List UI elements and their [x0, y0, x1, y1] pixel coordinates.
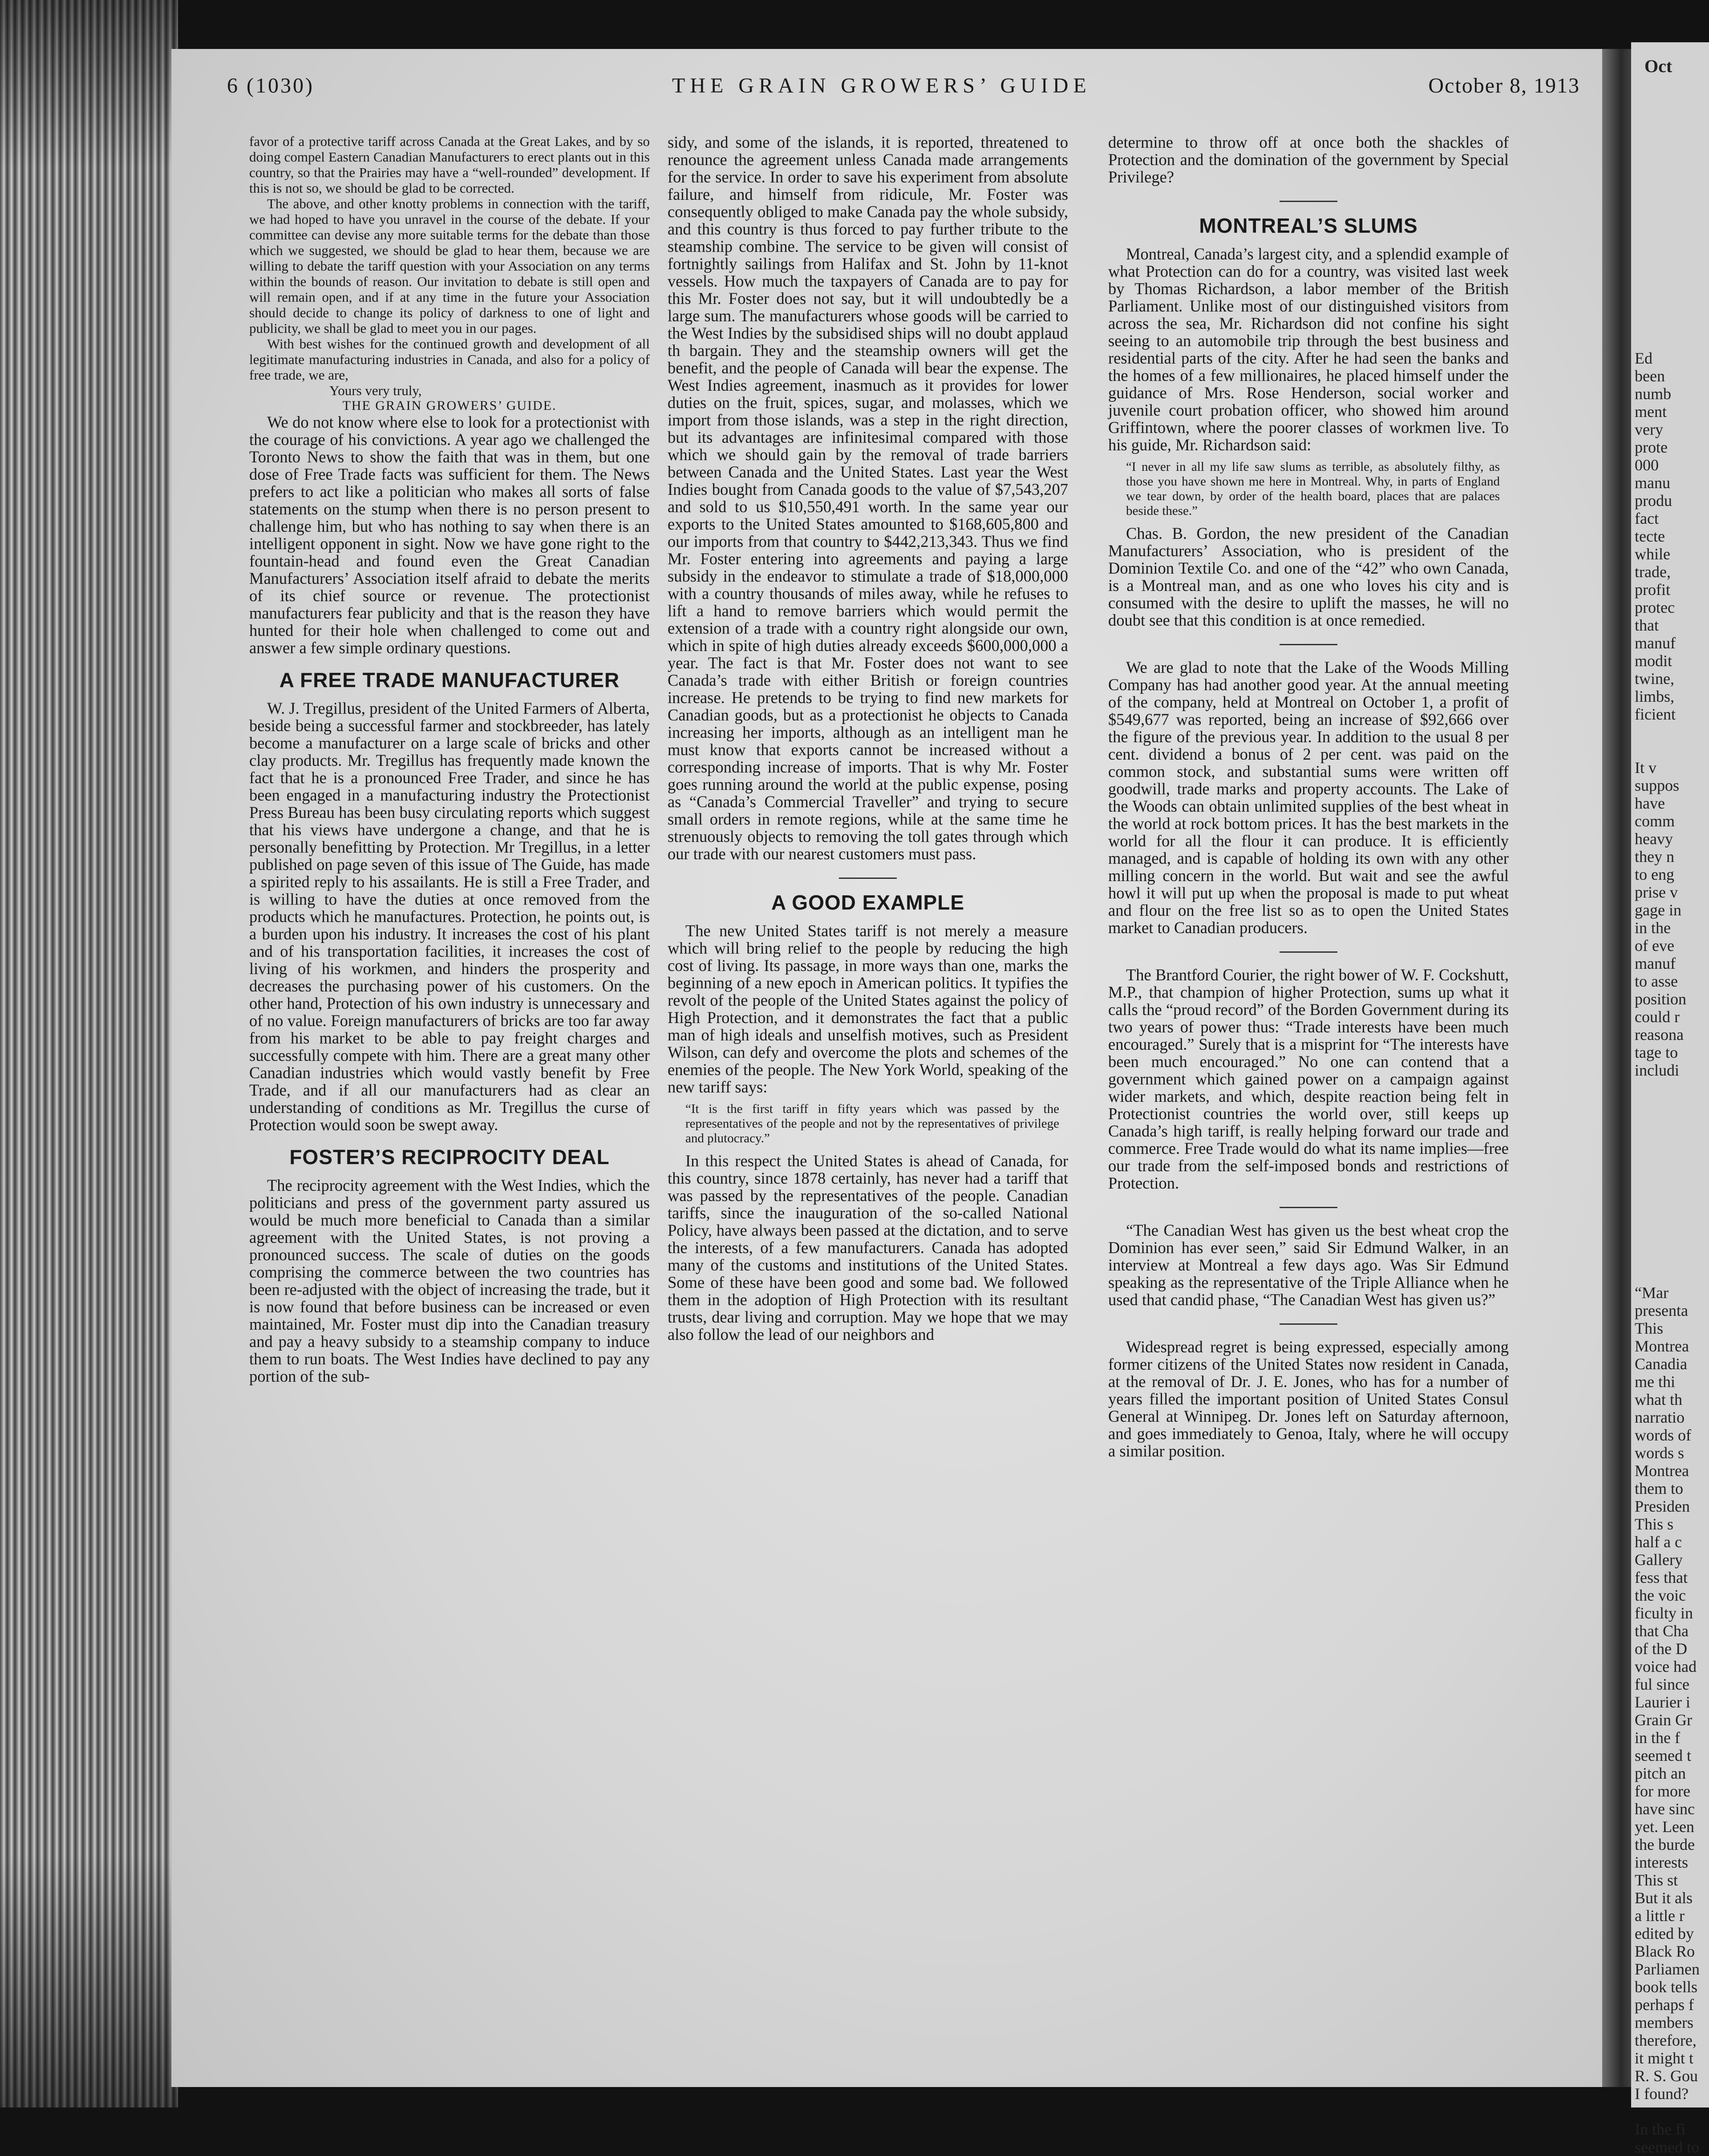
adjacent-page-line: Laurier i [1635, 1693, 1690, 1711]
headline-montreals-slums: MONTREAL’S SLUMS [1199, 214, 1418, 237]
adjacent-page-line: pitch an [1635, 1764, 1686, 1782]
adjacent-page-line [1635, 723, 1708, 741]
adjacent-page-line: voice had [1635, 1658, 1697, 1675]
adjacent-page-line: them to [1635, 1480, 1683, 1497]
adjacent-page-line: ful since [1635, 1675, 1689, 1693]
editorial-paragraph: We are glad to note that the Lake of the Woods Milling Company has had another good year. At the annual meeting of the company, held at Montreal on October 1, a profit of $549,677 was reported, being an increase of $92,666 over the figure of the previous year. In addition to the usual 8 per cent. dividend a bonus of 2 per cent. was paid on the common stock, and substantial sums were written off goodwill, trade marks and property accounts. The Lake of the Woods can obtain unlimited supplies of the best wheat in the world at rock bottom prices. It has the best markets in the world for all the flour it can produce. It is efficiently managed, and is capable of holding its own with any other milling concern in the world. But wait and see the awful howl it will put up when the proposal is made to put wheat and flour on the free list so as to open the United States market to Canadian producers. [1108, 658, 1509, 937]
adjacent-page-line: manuf [1635, 634, 1676, 652]
adjacent-page-line: to eng [1635, 866, 1674, 883]
adjacent-page-line: in the [1635, 919, 1671, 937]
adjacent-page-line: This s [1635, 1515, 1674, 1533]
section-divider [1280, 644, 1337, 645]
adjacent-page-line: of eve [1635, 937, 1674, 955]
adjacent-page-line: suppos [1635, 777, 1680, 794]
adjacent-page-header: Oct [1644, 56, 1673, 76]
adjacent-page-line: In the fi [1635, 2120, 1685, 2138]
adjacent-page-line: it might t [1635, 2049, 1694, 2067]
adjacent-page-line: R. S. Gou [1635, 2067, 1698, 2085]
adjacent-page-line: fess that [1635, 1569, 1688, 1586]
adjacent-page-line: manuf [1635, 955, 1676, 972]
adjacent-page-line: yet. Leen [1635, 1818, 1694, 1836]
adjacent-page-line: Canadia [1635, 1355, 1687, 1373]
adjacent-page-line: Grain Gr [1635, 1711, 1692, 1729]
adjacent-page-line: seemed t [1635, 1747, 1691, 1764]
adjacent-page-line: could r [1635, 1008, 1680, 1026]
adjacent-page-line: position [1635, 990, 1687, 1008]
column-2 [668, 133, 1068, 2047]
adjacent-page-line: This [1635, 1319, 1664, 1337]
adjacent-page-line: prote [1635, 438, 1668, 456]
adjacent-page-line: tage to [1635, 1044, 1678, 1061]
adjacent-page-line: Ed [1635, 349, 1652, 367]
letter-paragraph: The above, and other knotty problems in connection with the tariff, we had hoped to have you unravel in the course of the debate. If your committee can devise any more suitable terms for the debate than those which we suggested, we should be glad to hear them, because we are willing to debate the tariff question with your Association on any terms within the bounds of reason. Our invitation to debate is still open and will remain open, and if at any time in the future your Association should decide to change its policy of darkness to one of light and publicity, we shall be glad to meet you in our pages. [249, 196, 650, 336]
newspaper-title: THE GRAIN GROWERS’ GUIDE [672, 74, 1091, 97]
section-divider [1280, 1207, 1337, 1208]
adjacent-page-line: me thi [1635, 1373, 1675, 1391]
column-1 [249, 133, 650, 2047]
headline-fosters-reciprocity-deal: FOSTER’S RECIPROCITY DEAL [289, 1145, 610, 1169]
adjacent-page-line: that Cha [1635, 1622, 1689, 1640]
adjacent-page-line: comm [1635, 812, 1675, 830]
adjacent-page-line: It v [1635, 759, 1656, 777]
adjacent-page-line: ficulty in [1635, 1604, 1693, 1622]
letter-sign-off: Yours very truly, [329, 383, 422, 398]
adjacent-page-line: members [1635, 2014, 1693, 2031]
editorial-paragraph: We do not know where else to look for a protectionist with the courage of his convictions. A year ago we challenged the Toronto News to show the faith that was in them, but one dose of Free Trade facts was sufficient for them. The News prefers to act like a politician who makes all sorts of false statements on the stump when there is no person present to challenge him, but who has nothing to say when there is an intelligent opponent in sight. Now we have gone right to the fountain-head and found even the Great Canadian Manufacturers’ Association itself afraid to debate the merits of its chief source or revenue. The protectionist manufacturers fear publicity and that is the reason they have hunted for their hole when challenged to come out and answer a few simple ordinary questions. [249, 413, 650, 657]
letter-paragraph: With best wishes for the continued growth and development of all legitimate manufacturing industries in Canada, and also for a policy of free trade, we are, [249, 336, 650, 383]
adjacent-page-line: what th [1635, 1391, 1682, 1408]
adjacent-page-line: that [1635, 616, 1659, 634]
article-body: determine to throw off at once both the shackles of Protection and the domination of the government by Special Privilege? [1108, 133, 1509, 186]
adjacent-page-line: includi [1635, 1061, 1679, 1079]
letter-signature: THE GRAIN GROWERS’ GUIDE. [342, 398, 557, 413]
adjacent-page-line: Gallery [1635, 1551, 1683, 1569]
adjacent-page-column-top [1635, 349, 1708, 1079]
adjacent-page-line: But it als [1635, 1889, 1693, 1907]
issue-date: October 8, 1913 [1428, 74, 1580, 97]
adjacent-page-line: for more [1635, 1782, 1690, 1800]
headline-free-trade-manufacturer: A FREE TRADE MANUFACTURER [279, 668, 620, 692]
adjacent-page-line [1635, 741, 1708, 759]
page-number: 6 (1030) [227, 74, 314, 97]
adjacent-page-line: reasona [1635, 1026, 1684, 1044]
section-divider [839, 878, 897, 879]
adjacent-page-line: modit [1635, 652, 1673, 670]
article-body: Montreal, Canada’s largest city, and a splendid example of what Protection can do for a country, was visited last week by Thomas Richardson, a labor member of the British Parliament. Unlike most of our distinguished visitors from across the sea, Mr. Richardson did not confine his sight seeing to an automobile trip through the best business and residential parts of the city. After he had seen the banks and the homes of a few millionaires, he placed himself under the guidance of Mrs. Rose Henderson, social worker and juvenile court probation officer, who showed him around Griffintown, where the poorer classes of workmen live. To his guide, Mr. Richardson said: [1108, 245, 1509, 454]
adjacent-page-line: “Mar [1635, 1284, 1669, 1302]
adjacent-page-line: perhaps f [1635, 1996, 1694, 2014]
adjacent-page-column-bottom [1635, 1284, 1708, 2156]
adjacent-page-line: I found? [1635, 2085, 1689, 2103]
adjacent-page-line: profit [1635, 581, 1670, 599]
adjacent-page-line: numb [1635, 385, 1672, 403]
adjacent-page-line: 000 [1635, 456, 1659, 474]
adjacent-page-line: they n [1635, 848, 1674, 866]
adjacent-page-line: a little r [1635, 1907, 1685, 1925]
article-body: sidy, and some of the islands, it is reported, threatened to renounce the agreement unless Canada made arrangements for the service. In order to save his experiment from absolute failure, and himself from ridicule, Mr. Foster was consequently obliged to make Canada pay the whole subsidy, and this country is thus forced to pay further tribute to the steamship combine. The service to be given will consist of fortnightly sailings from Halifax and St. John by 11-knot vessels. How much the taxpayers of Canada are to pay for this Mr. Foster does not say, but it will undoubtedly be a large sum. The manufacturers whose goods will be carried to the West Indies by the subsidised ships will no doubt applaud th bargain. They and the steamship owners will get the benefit, and the people of Canada will bear the expense. The West Indies agreement, inasmuch as it provides for lower duties on the fruit, spices, sugar, and molasses, which we import from those islands, was a step in the right direction, but its advantages are infinitesimal compared with those which we should gain by the removal of trade barriers between Canada and the United States. Last year the West Indies bought from Canada goods to the value of $7,543,207 and sold to us $10,550,491 worth. In the same year our exports to the United States amounted to $168,605,800 and our imports from that country to $442,213,343. Thus we find Mr. Foster entering into agreements and paying a large subsidy in the endeavor to stimulate a trade of $18,000,000 with a country thousands of miles away, while he refuses to lift a hand to remove barriers which would permit the extension of a trade with a country right alongside our own, which in spite of high duties already exceeds $600,000,000 a year. The fact is that Mr. Foster does not want to see Canada’s trade with either British or foreign countries increase. He pretends to be trying to find new markets for Canadian goods, but as a protectionist he objects to Canada increasing her imports, although as an intelligent man he must know that exports cannot be increased without a corresponding increase of imports. That is why Mr. Foster goes running around the world at the public expense, posing as “Canada’s Commercial Traveller” and trying to secure small orders in remote regions, while at the same time he strenuously objects to removing the toll gates through which our trade with our nearest customers must pass. [668, 133, 1068, 863]
adjacent-page-line: have sinc [1635, 1800, 1695, 1818]
article-body: In this respect the United States is ahead of Canada, for this country, since 1878 certainly, has never had a tariff that was passed by the representatives of the people. Canadian tariffs, since the inauguration of the so-called National Policy, have always been passed at the dictation, and to serve the interests, of a few manufacturers. Canada has adopted many of the customs and institutions of the United States. Some of these have been good and some bad. We followed them in the adoption of High Protection with its resultant trusts, dear living and corruption. May we hope that we may also follow the lead of our neighbors and [668, 1152, 1068, 1343]
adjacent-page-line: produ [1635, 492, 1672, 510]
adjacent-page-line: edited by [1635, 1925, 1694, 1942]
adjacent-page-line: Black Ro [1635, 1942, 1695, 1960]
page-header [227, 69, 1580, 118]
editorial-paragraph: Widespread regret is being expressed, especially among former citizens of the United States now resident in Canada, at the removal of Dr. J. E. Jones, who has for a number of years filled the important position of United States Consul General at Winnipeg. Dr. Jones left on Saturday afternoon, and goes immediately to Genoa, Italy, where he will occupy a similar position. [1108, 1338, 1509, 1460]
adjacent-page-line: have [1635, 794, 1665, 812]
adjacent-page-line: half a c [1635, 1533, 1682, 1551]
article-body: The reciprocity agreement with the West Indies, which the politicians and press of the government party assured us would be much more beneficial to Canada than a similar agreement with the United States, is not proving a pronounced success. The scale of duties on the goods comprising the commerce between the two countries has been re-adjusted with the object of increasing the trade, but it is now found that before business can be increased or even maintained, Mr. Foster must dip into the Canadian treasury and pay a heavy subsidy to a steamship company to induce them to run boats. The West Indies have declined to pay any portion of the sub- [249, 1176, 650, 1385]
adjacent-page-line: been [1635, 367, 1665, 385]
adjacent-page-line: Parliamen [1635, 1960, 1700, 1978]
adjacent-page-line: narratio [1635, 1408, 1685, 1426]
section-divider [1280, 951, 1337, 953]
adjacent-page-line: very [1635, 421, 1663, 438]
adjacent-page-line: trade, [1635, 563, 1671, 581]
adjacent-page-line [1635, 2103, 1708, 2120]
adjacent-page-line: protec [1635, 599, 1675, 616]
column-3 [1108, 133, 1509, 2047]
letter-paragraph: favor of a protective tariff across Canada at the Great Lakes, and by so doing compel Eastern Canadian Manufacturers to erect plants out in this country, so that the Prairies may have a “well-rounded” development. If this is not so, we should be glad to be corrected. [249, 133, 650, 196]
adjacent-page-line: Presiden [1635, 1497, 1690, 1515]
adjacent-page-line: fact [1635, 510, 1659, 527]
adjacent-page-line: seemed to [1635, 2138, 1699, 2156]
adjacent-page-line: of the D [1635, 1640, 1687, 1658]
adjacent-page-line: words s [1635, 1444, 1685, 1462]
page-edges-shadow [0, 0, 178, 2107]
adjacent-page-line: manu [1635, 474, 1670, 492]
adjacent-page-line: twine, [1635, 670, 1674, 688]
adjacent-page-line: tecte [1635, 527, 1665, 545]
adjacent-page-fragment [1631, 42, 1709, 2156]
adjacent-page-line: words of [1635, 1426, 1691, 1444]
adjacent-page-line: Montrea [1635, 1337, 1689, 1355]
adjacent-page-line: to asse [1635, 972, 1678, 990]
article-body: The new United States tariff is not merely a measure which will bring relief to the people by reducing the high cost of living. Its passage, in more ways than one, marks the beginning of a new epoch in American politics. It typifies the revolt of the people of the United States against the policy of High Protection, and it demonstrates the fact that a public man of high ideals and unselfish motives, such as President Wilson, can defy and overcome the plots and schemes of the enemies of the people. The New York World, speaking of the new tariff says: [668, 922, 1068, 1096]
adjacent-page-line: heavy [1635, 830, 1673, 848]
adjacent-page-line: the burde [1635, 1836, 1695, 1853]
adjacent-page-line: while [1635, 545, 1670, 563]
adjacent-page-line: book tells [1635, 1978, 1697, 1996]
adjacent-page-line: ment [1635, 403, 1667, 421]
adjacent-page-line: in the f [1635, 1729, 1680, 1747]
adjacent-page-line: interests [1635, 1853, 1688, 1871]
block-quote: “I never in all my life saw slums as terrible, as absolutely filthy, as those you have shown me here in Montreal. Why, in parts of England we tear down, by order of the health board, places that are palaces beside these.” [1126, 460, 1500, 518]
section-divider [1280, 1323, 1337, 1325]
adjacent-page-line: presenta [1635, 1302, 1688, 1319]
adjacent-page-line: the voic [1635, 1586, 1686, 1604]
book-gutter [1602, 49, 1633, 2087]
section-divider [1280, 201, 1337, 202]
adjacent-page-line: This st [1635, 1871, 1678, 1889]
adjacent-page-line: gage in [1635, 901, 1681, 919]
block-quote: “It is the first tariff in fifty years which was passed by the representatives of the people and not by the representatives of privilege and plutocracy.” [685, 1102, 1059, 1145]
headline-a-good-example: A GOOD EXAMPLE [771, 891, 964, 914]
article-body: W. J. Tregillus, president of the United Farmers of Alberta, beside being a successful farmer and stockbreeder, has lately become a manufacturer on a large scale of bricks and other clay products. Mr. Tregillus has frequently made known the fact that he is a pronounced Free Trader, and since he has been engaged in a manufacturing industry the Protectionist Press Bureau has been busy circulating reports which suggest that his views have undergone a change, and that he is personally benefitting by Protection. Mr Tregillus, in a letter published on page seven of this issue of The Guide, has made a spirited reply to his assailants. He is still a Free Trader, and is willing to have the duties at once removed from the products which he manufactures. Protection, he points out, is a burden upon his industry. It increases the cost of his plant and of his transportation facilities, it increases the cost of living of his workmen, and hinders the prosperity and decreases the purchasing power of his customers. On the other hand, Protection of his own industry is unnecessary and of no value. Foreign manufacturers of bricks are too far away from his market to be able to pay freight charges and successfully compete with him. There are a great many other Canadian industries which would vastly benefit by Free Trade, and if all our manufacturers had as clear an understanding of conditions as Mr. Tregillus the curse of Protection would soon be swept away. [249, 699, 650, 1134]
adjacent-page-line: ficient [1635, 705, 1676, 723]
adjacent-page-line: prise v [1635, 883, 1678, 901]
article-body: Chas. B. Gordon, the new president of the Canadian Manufacturers’ Association, who is president of the Dominion Textile Co. and one of the “42” who own Canada, is a Montreal man, and as one who loves his city and is consumed with the desire to uplift the masses, he will no doubt see that this condition is at once remedied. [1108, 524, 1509, 629]
adjacent-page-line: Montrea [1635, 1462, 1689, 1480]
editorial-paragraph: “The Canadian West has given us the best wheat crop the Dominion has ever seen,” said Sir Edmund Walker, in an interview at Montreal a few days ago. Was Sir Edmund speaking as the representative of the Triple Alliance when he used that candid phase, “The Canadian West has given us?” [1108, 1221, 1509, 1309]
adjacent-page-line: limbs, [1635, 688, 1675, 705]
adjacent-page-line: therefore, [1635, 2031, 1697, 2049]
editorial-paragraph: The Brantford Courier, the right bower of W. F. Cockshutt, M.P., that champion of higher Protection, sums up what it calls the “proud record” of the Borden Government during its two years of power thus: “Trade interests have been much encouraged.” Surely that is a misprint for “The interests have been much encouraged.” No one can contend that a government which gained power on a campaign against wider markets, and which, despite reaction being felt in Protectionist countries the world over, still keeps up Canada’s high tariff, is really helping forward our trade and commerce. Free Trade would do what its name implies—free our trade from the self-imposed bonds and restrictions of Protection. [1108, 966, 1509, 1192]
